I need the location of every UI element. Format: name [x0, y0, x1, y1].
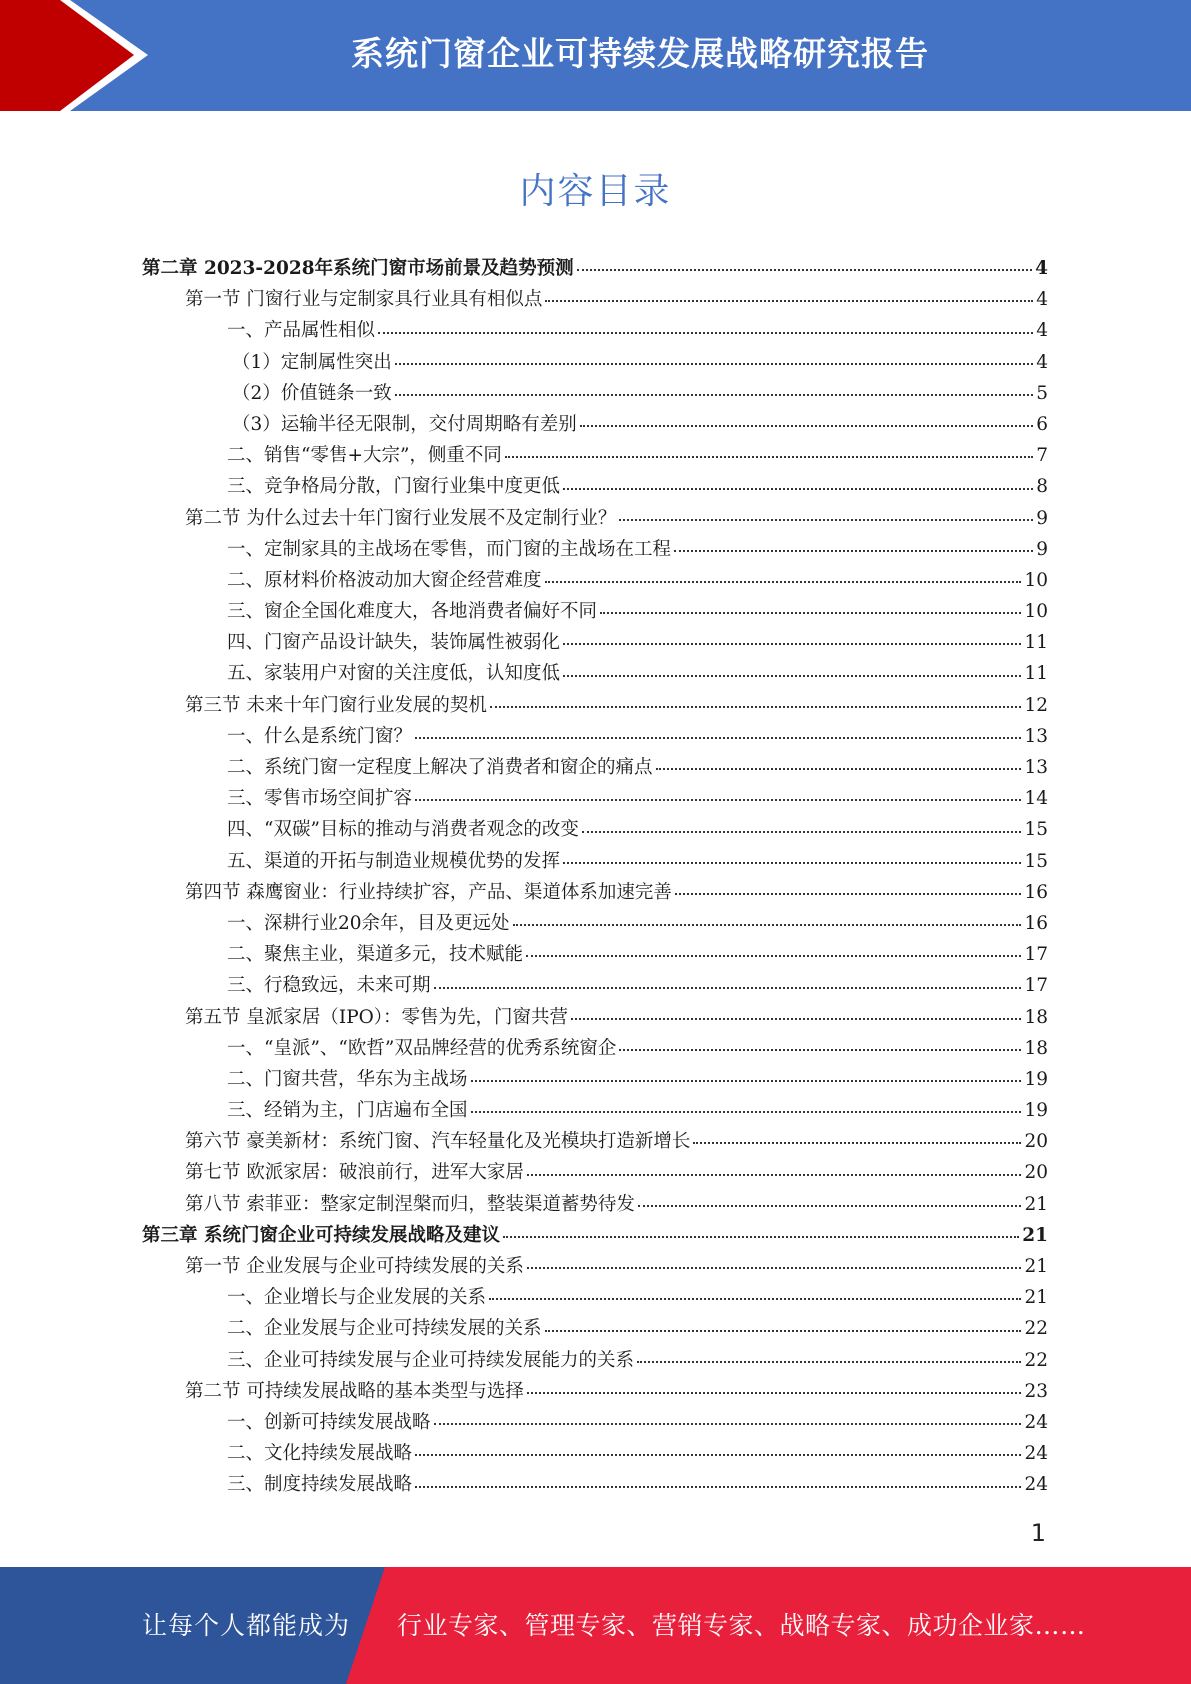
toc-entry[interactable] [142, 1189, 1048, 1220]
toc-entry-page: 8 [1036, 476, 1048, 498]
toc-entry[interactable] [142, 721, 1048, 752]
toc-entry-page: 21 [1024, 1256, 1048, 1277]
footer-slogan-right: 行业专家、管理专家、营销专家、战略专家、成功企业家…… [397, 1611, 1086, 1640]
toc-entry[interactable] [142, 1282, 1048, 1313]
toc-entry-page: 9 [1036, 507, 1048, 529]
toc-entry-page: 24 [1024, 1411, 1048, 1433]
toc-entry-page: 24 [1024, 1474, 1048, 1496]
toc-entry[interactable] [142, 284, 1048, 315]
toc-entry[interactable] [142, 752, 1048, 783]
page-number: 1 [1030, 1519, 1046, 1547]
toc-entry-title: 二、门窗共营，华东为主战场 [227, 1068, 468, 1090]
toc-entry-page: 22 [1024, 1349, 1048, 1371]
toc-entry-page: 21 [1024, 1193, 1048, 1215]
toc-entry[interactable] [142, 534, 1048, 565]
toc-entry-page: 23 [1024, 1380, 1048, 1402]
toc-entry-page: 13 [1024, 725, 1048, 747]
toc-entry-page: 16 [1024, 912, 1048, 934]
toc-entry[interactable] [142, 1126, 1048, 1157]
dot-leader [415, 1486, 1021, 1488]
toc-entry-page: 5 [1036, 382, 1048, 404]
toc-entry-page: 16 [1024, 881, 1048, 903]
toc-entry[interactable] [142, 378, 1048, 409]
toc-entry[interactable] [142, 471, 1048, 502]
toc-entry-title: 一、定制家具的主战场在零售，而门窗的主战场在工程 [227, 538, 672, 560]
dot-leader [563, 488, 1033, 490]
toc-entry-title: 一、创新可持续发展战略 [227, 1411, 431, 1433]
toc-entry-page: 22 [1024, 1318, 1048, 1340]
toc-entry-title: 四、“双碳”目标的推动与消费者观念的改变 [227, 819, 579, 841]
dot-leader [415, 1454, 1021, 1456]
dot-leader [674, 550, 1033, 552]
toc-entry-title: 第二节 为什么过去十年门窗行业发展不及定制行业？ [185, 507, 617, 529]
toc-entry-page: 13 [1024, 757, 1048, 778]
toc-entry-page: 24 [1024, 1443, 1048, 1465]
toc-entry[interactable] [142, 1345, 1048, 1376]
toc-entry-page: 18 [1024, 1006, 1048, 1028]
dot-leader [637, 1361, 1021, 1363]
toc-entry-title: 一、“皇派”、“欧哲”双品牌经营的优秀系统窗企 [227, 1037, 617, 1059]
toc-entry-title: 第四节 森鹰窗业：行业持续扩容，产品、渠道体系加速完善 [185, 881, 672, 903]
toc-entry[interactable] [142, 1095, 1048, 1126]
dot-leader [577, 269, 1033, 271]
toc-entry-page: 14 [1024, 788, 1048, 810]
dot-leader [619, 519, 1033, 521]
dot-leader [545, 1330, 1022, 1332]
toc-entry[interactable] [142, 1407, 1048, 1438]
toc-entry[interactable] [142, 565, 1048, 596]
toc-entry-title: 第一节 门窗行业与定制家具行业具有相似点 [185, 289, 543, 311]
toc-entry[interactable] [142, 1251, 1048, 1282]
dot-leader [471, 1080, 1022, 1082]
toc-entry-title: 二、企业发展与企业可持续发展的关系 [227, 1318, 542, 1340]
toc-entry-page: 4 [1036, 289, 1048, 311]
toc-entry-page: 20 [1024, 1162, 1048, 1184]
toc-entry-page: 7 [1036, 445, 1048, 467]
toc-entry-title: （3）运输半径无限制，交付周期略有差别 [232, 413, 577, 435]
dot-leader [656, 768, 1022, 770]
dot-leader [527, 1267, 1022, 1269]
toc-entry-title: 二、原材料价格波动加大窗企经营难度 [227, 569, 542, 591]
toc-entry-title: 二、销售“零售+大宗”，侧重不同 [227, 445, 502, 467]
toc-heading: 内容目录 [519, 171, 672, 212]
footer-banner [0, 1567, 1191, 1684]
toc-entry[interactable] [142, 596, 1048, 627]
chevron-arrow-icon [0, 0, 160, 111]
toc-entry[interactable] [142, 1469, 1048, 1500]
toc-entry[interactable] [142, 658, 1048, 689]
dot-leader [415, 799, 1021, 801]
dot-leader [503, 1236, 1019, 1238]
toc-entry-title: 第二节 可持续发展战略的基本类型与选择 [185, 1380, 524, 1402]
dot-leader [490, 706, 1022, 708]
dot-leader [415, 737, 1021, 739]
toc-entry[interactable] [142, 253, 1048, 284]
toc-entry-page: 4 [1036, 351, 1048, 373]
toc-entry-title: 第八节 索菲亚：整家定制涅槃而归，整装渠道蓄势待发 [185, 1193, 635, 1215]
toc-entry-title: 一、产品属性相似 [227, 320, 376, 342]
toc-entry-title: 三、窗企全国化难度大，各地消费者偏好不同 [227, 601, 598, 623]
footer-slogan-left: 让每个人都能成为 [142, 1611, 351, 1640]
dot-leader [395, 363, 1033, 365]
toc-entry-title: 二、聚焦主业，渠道多元，技术赋能 [227, 944, 524, 966]
dot-leader [571, 1018, 1021, 1020]
toc-entry-page: 21 [1022, 1224, 1048, 1246]
toc-entry-title: 三、经销为主，门店遍布全国 [227, 1100, 468, 1122]
toc-entry-title: 五、家装用户对窗的关注度低，认知度低 [227, 663, 561, 685]
dot-leader [563, 675, 1021, 677]
report-title: 系统门窗企业可持续发展战略研究报告 [351, 34, 929, 73]
toc-entry[interactable] [142, 503, 1048, 534]
dot-leader [378, 332, 1033, 334]
toc-entry-title: 第二章 2023-2028年系统门窗市场前景及趋势预测 [142, 258, 574, 279]
dot-leader [434, 1423, 1022, 1425]
toc-entry-title: 第六节 豪美新材：系统门窗、汽车轻量化及光模块打造新增长 [185, 1131, 691, 1153]
dot-leader [526, 955, 1021, 957]
toc-entry-title: 第三章 系统门窗企业可持续发展战略及建议 [142, 1224, 500, 1246]
toc-entry[interactable] [142, 939, 1048, 970]
toc-entry-title: 二、文化持续发展战略 [227, 1443, 413, 1465]
toc-entry[interactable] [142, 1157, 1048, 1188]
toc-entry[interactable] [142, 315, 1048, 346]
dot-leader [693, 1142, 1021, 1144]
toc-entry-title: 一、深耕行业20余年，目及更远处 [227, 912, 510, 934]
header-banner [0, 0, 1191, 111]
toc-entry-page: 9 [1036, 538, 1048, 560]
dot-leader [395, 394, 1033, 396]
dot-leader [563, 643, 1021, 645]
toc-entry-title: 第五节 皇派家居（IPO）：零售为先，门窗共营 [185, 1006, 569, 1028]
toc-entry-title: 第三节 未来十年门窗行业发展的契机 [185, 694, 487, 716]
toc-entry-page: 15 [1024, 819, 1048, 841]
toc-entry[interactable] [142, 1033, 1048, 1064]
toc-entry-page: 4 [1036, 320, 1048, 342]
toc-entry[interactable] [142, 627, 1048, 658]
dot-leader [545, 581, 1022, 583]
toc-entry-title: 三、行稳致远，未来可期 [227, 975, 431, 997]
toc-entry-page: 18 [1024, 1037, 1048, 1059]
toc-entry-page: 20 [1024, 1131, 1048, 1153]
table-of-contents [142, 253, 1048, 1501]
dot-leader [580, 425, 1033, 427]
toc-entry-page: 15 [1024, 850, 1048, 872]
toc-entry-page: 11 [1024, 632, 1048, 654]
toc-entry[interactable] [142, 908, 1048, 939]
toc-entry-title: 一、什么是系统门窗？ [227, 725, 413, 747]
toc-entry[interactable] [142, 1313, 1048, 1344]
toc-entry-page: 11 [1024, 663, 1048, 685]
toc-entry-title: 三、零售市场空间扩容 [227, 788, 413, 810]
toc-entry[interactable] [142, 1220, 1048, 1251]
dot-leader [563, 862, 1021, 864]
dot-leader [619, 1049, 1021, 1051]
toc-entry[interactable] [142, 814, 1048, 845]
toc-entry[interactable] [142, 970, 1048, 1001]
toc-entry-page: 12 [1024, 694, 1048, 716]
toc-entry[interactable] [142, 440, 1048, 471]
toc-entry[interactable] [142, 409, 1048, 440]
toc-entry-page: 10 [1024, 569, 1048, 591]
toc-entry-page: 4 [1035, 258, 1048, 279]
toc-entry-title: （2）价值链条一致 [232, 382, 392, 404]
dot-leader [582, 831, 1022, 833]
toc-entry[interactable] [142, 877, 1048, 908]
toc-entry[interactable] [142, 1064, 1048, 1095]
toc-entry[interactable] [142, 1438, 1048, 1469]
dot-leader [527, 1392, 1022, 1394]
toc-entry-page: 21 [1024, 1287, 1048, 1309]
toc-entry-title: 五、渠道的开拓与制造业规模优势的发挥 [227, 850, 561, 872]
toc-entry[interactable] [142, 1376, 1048, 1407]
toc-entry-page: 17 [1024, 944, 1048, 966]
toc-entry-title: 四、门窗产品设计缺失，装饰属性被弱化 [227, 632, 561, 654]
dot-leader [638, 1205, 1022, 1207]
dot-leader [513, 924, 1022, 926]
dot-leader [675, 893, 1022, 895]
toc-entry-page: 19 [1024, 1100, 1048, 1122]
toc-entry-title: 三、制度持续发展战略 [227, 1474, 413, 1496]
toc-entry-page: 10 [1024, 601, 1048, 623]
toc-entry[interactable] [142, 783, 1048, 814]
dot-leader [489, 1298, 1021, 1300]
toc-entry[interactable] [142, 690, 1048, 721]
toc-entry-title: 二、系统门窗一定程度上解决了消费者和窗企的痛点 [227, 757, 653, 778]
dot-leader [527, 1174, 1022, 1176]
dot-leader [434, 987, 1022, 989]
toc-entry[interactable] [142, 846, 1048, 877]
dot-leader [505, 456, 1033, 458]
toc-entry-title: 一、企业增长与企业发展的关系 [227, 1287, 487, 1309]
toc-entry-title: 第一节 企业发展与企业可持续发展的关系 [185, 1256, 524, 1277]
dot-leader [545, 300, 1033, 302]
toc-entry-page: 19 [1024, 1068, 1048, 1090]
toc-entry[interactable] [142, 1002, 1048, 1033]
dot-leader [471, 1111, 1022, 1113]
dot-leader [600, 612, 1021, 614]
toc-entry[interactable] [142, 347, 1048, 378]
toc-entry-title: 第七节 欧派家居：破浪前行，进军大家居 [185, 1162, 524, 1184]
toc-entry-title: 三、企业可持续发展与企业可持续发展能力的关系 [227, 1349, 635, 1371]
toc-entry-page: 17 [1024, 975, 1048, 997]
toc-entry-title: （1）定制属性突出 [232, 351, 392, 373]
toc-entry-page: 6 [1036, 413, 1048, 435]
toc-entry-title: 三、竞争格局分散，门窗行业集中度更低 [227, 476, 561, 498]
